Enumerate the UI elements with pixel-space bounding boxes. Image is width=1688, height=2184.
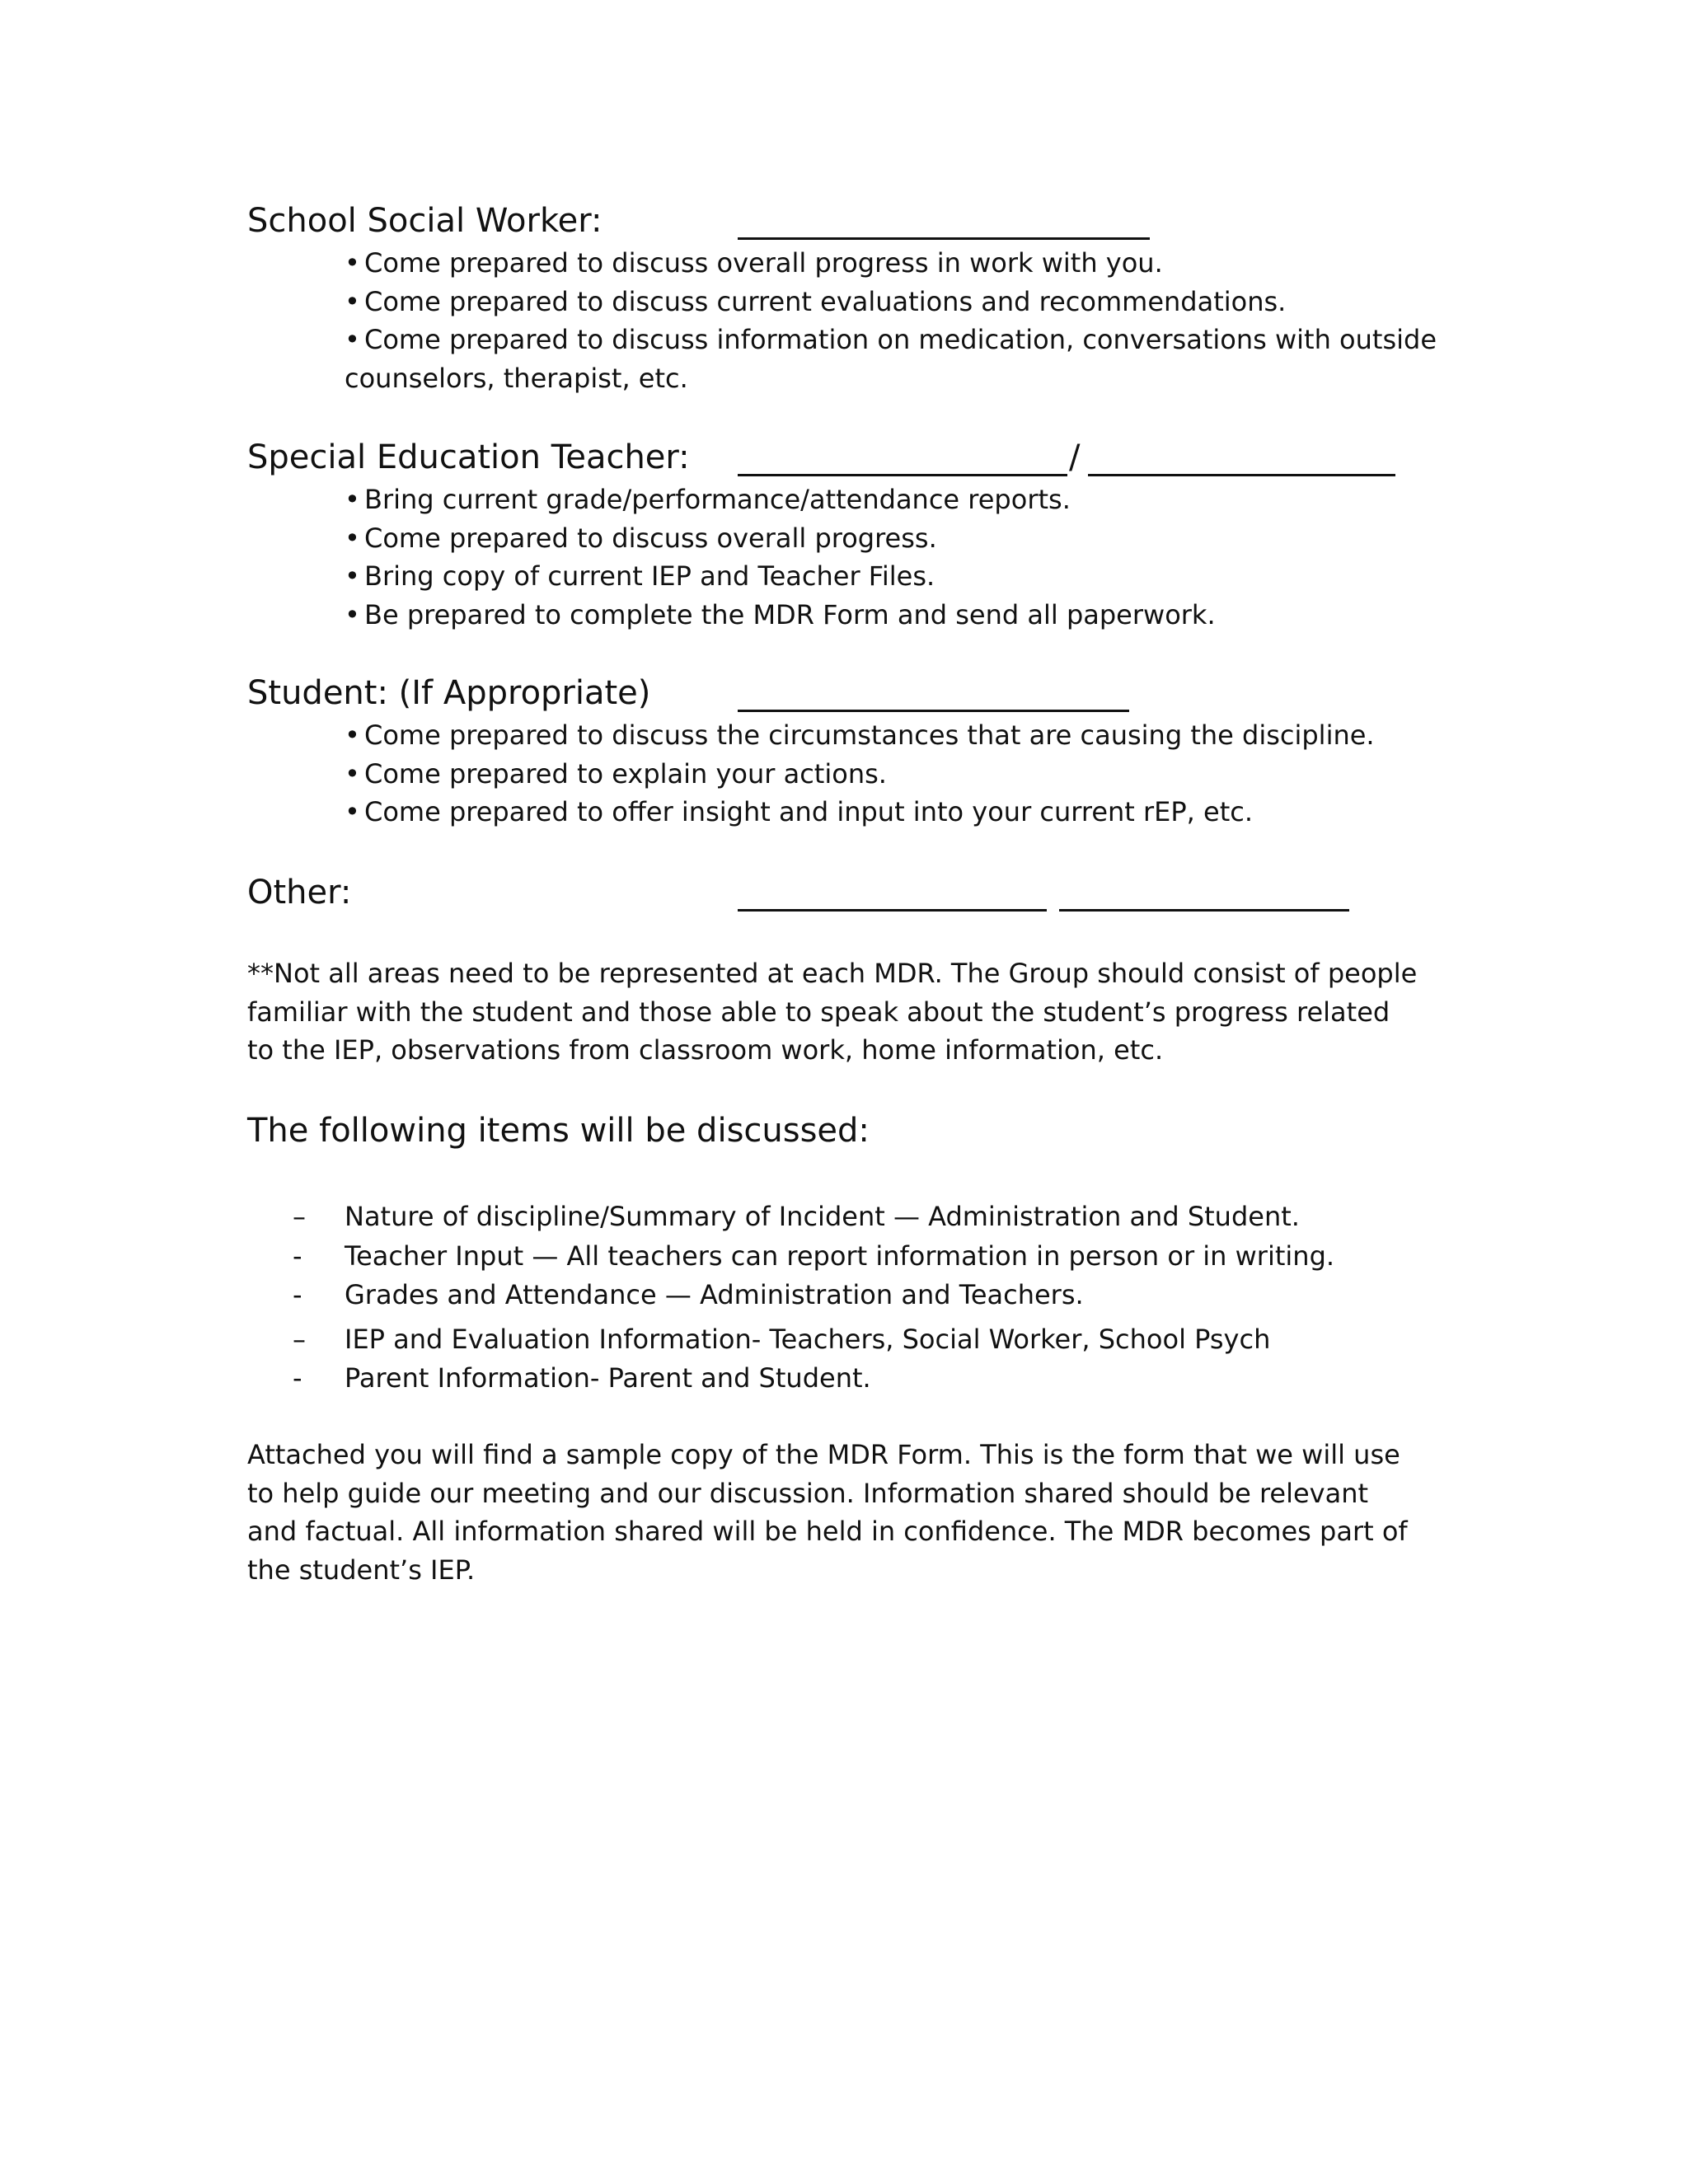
list-item: • Bring current grade/performance/attendance reports. <box>345 480 1441 519</box>
student-signature-line[interactable] <box>738 710 1129 712</box>
list-item: • Come prepared to discuss overall progress in work with you. <box>345 244 1441 283</box>
bullet-icon: • <box>345 560 360 592</box>
list-item: • Come prepared to discuss current evaluations and recommendations. <box>345 283 1441 321</box>
list-item: • Come prepared to discuss overall progress. <box>345 519 1441 558</box>
social-worker-signature-line[interactable] <box>738 237 1150 240</box>
bullet-icon: • <box>345 719 360 751</box>
list-item: - Parent Information- Parent and Student. <box>293 1359 1447 1399</box>
bullet-icon: • <box>345 522 360 554</box>
note-paragraph: **Not all areas need to be represented at each MDR. The Group should consist of people familiar with the student and those able to speak about the student’s progress related to the IEP, observations from classroom work, home information, etc. <box>247 958 1418 1066</box>
list-item: • Come prepared to offer insight and input into your current rEP, etc. <box>345 793 1441 832</box>
social-worker-bullets <box>345 244 1441 397</box>
bullet-icon: • <box>345 324 360 355</box>
other-title-line[interactable] <box>1059 909 1349 912</box>
other-name-line[interactable] <box>738 909 1047 912</box>
closing-paragraph: Attached you will find a sample copy of the MDR Form. This is the form that we will use to help guide our meeting and our discussion. Information shared should be relevant and factual. All information shared will be held in confidence. The MDR becomes part of the student’s IEP. <box>247 1439 1408 1586</box>
special-ed-bullets <box>345 480 1441 634</box>
student-row <box>247 670 1451 719</box>
other-label: Other: <box>247 874 352 912</box>
special-ed-label: Special Education Teacher: <box>247 438 690 476</box>
special-ed-title-line[interactable] <box>1088 474 1395 476</box>
bullet-icon: • <box>345 598 360 630</box>
bullet-icon: • <box>345 484 360 515</box>
list-item: – IEP and Evaluation Information- Teachers, Social Worker, School Psych <box>293 1320 1447 1360</box>
list-item: • Bring copy of current IEP and Teacher Files. <box>345 557 1441 596</box>
list-item: - Grades and Attendance — Administration and Teachers. <box>293 1276 1447 1315</box>
list-item: - Teacher Input — All teachers can report information in person or in writing. <box>293 1237 1447 1277</box>
special-ed-signature-line[interactable] <box>738 474 1067 476</box>
discussion-heading: The following items will be discussed: <box>247 1112 870 1150</box>
student-label: Student: (If Appropriate) <box>247 674 651 712</box>
social-worker-row <box>247 198 1451 247</box>
bullet-icon: • <box>345 757 360 790</box>
dash-icon: – <box>293 1201 306 1232</box>
dash-icon: – <box>293 1323 306 1355</box>
list-item: • Come prepared to discuss the circumstances that are causing the discipline. <box>345 716 1441 755</box>
list-item: • Come prepared to explain your actions. <box>345 755 1441 794</box>
list-item: – Nature of discipline/Summary of Incident — Administration and Student. <box>293 1197 1447 1237</box>
bullet-icon: • <box>345 285 360 317</box>
other-row <box>247 869 1451 919</box>
list-item: • Come prepared to discuss information on medication, conversations with outside counselors, therapist, etc. <box>345 321 1441 397</box>
dash-icon: - <box>293 1362 302 1394</box>
social-worker-label: School Social Worker: <box>247 202 603 240</box>
student-bullets <box>345 716 1441 832</box>
list-item: • Be prepared to complete the MDR Form and send all paperwork. <box>345 596 1441 635</box>
discussion-list <box>293 1197 1447 1399</box>
bullet-icon: • <box>345 247 360 279</box>
special-ed-separator: / <box>1069 438 1081 476</box>
bullet-icon: • <box>345 796 360 827</box>
special-ed-row <box>247 434 1451 484</box>
dash-icon: - <box>293 1279 302 1310</box>
dash-icon: - <box>293 1240 302 1272</box>
